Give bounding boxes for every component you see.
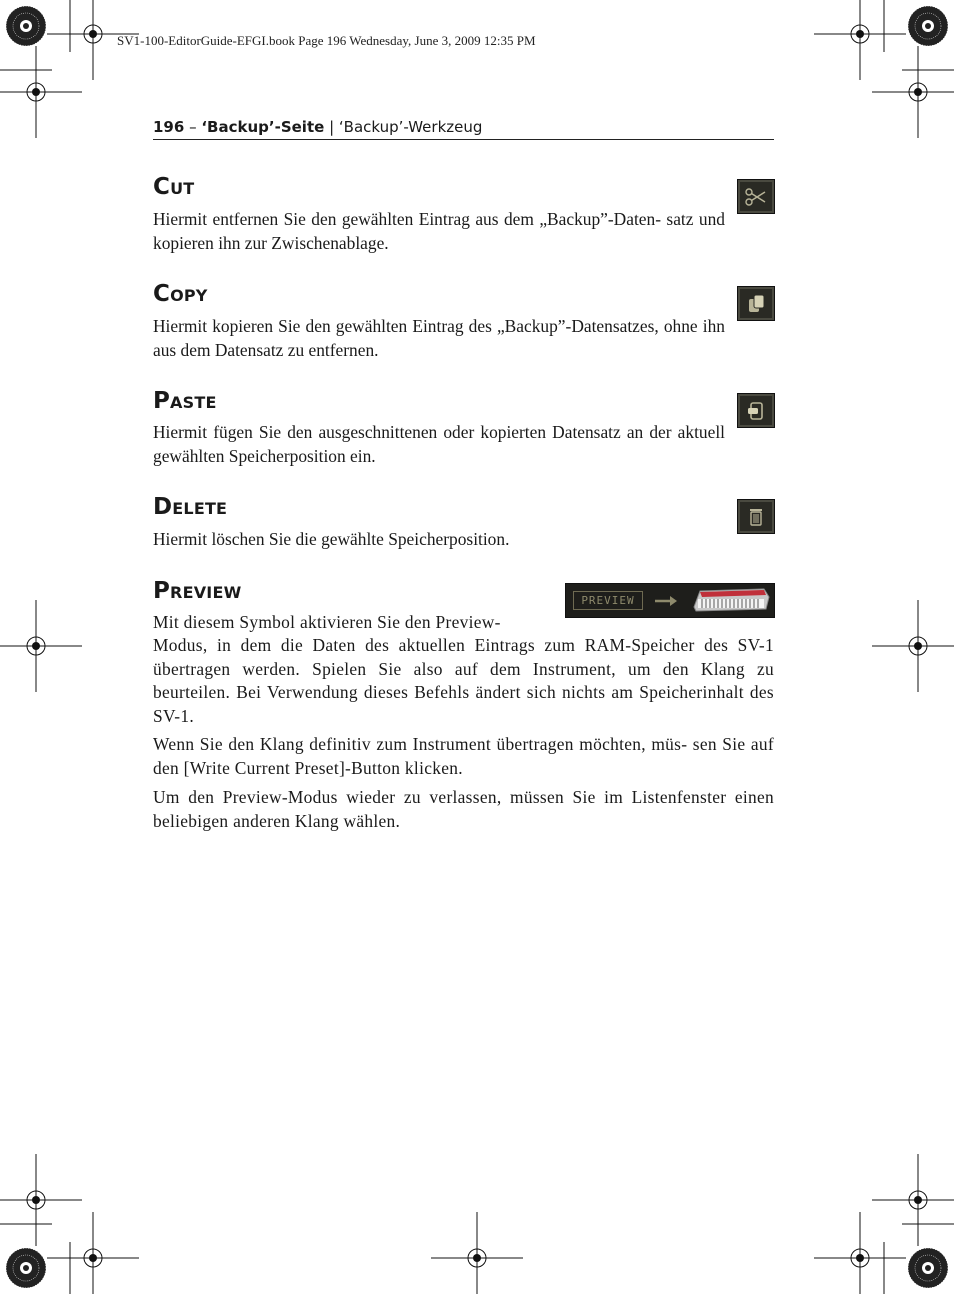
scissors-icon [743,185,769,209]
paste-icon [743,399,769,423]
section-title-delete: Delete [153,494,228,520]
paste-button [737,393,775,428]
delete-description: Hiermit löschen Sie die gewählte Speicherposition. [153,529,510,549]
preview-description-lead: Mit diesem Symbol aktivieren Sie den Preview- [153,612,501,632]
running-header [153,118,774,140]
section-title-cut: Cut [153,174,195,200]
print-slug: SV1-100-EditorGuide-EFGI.book Page 196 Wednesday, June 3, 2009 12:35 PM [117,33,536,48]
section-title-preview: Preview [153,578,242,604]
delete-button [737,499,775,534]
arrow-right-icon [654,594,678,608]
trash-icon [743,505,769,529]
preview-button-graphic [565,583,775,618]
preview-write-note: Wenn Sie den Klang definitiv zum Instrument übertragen möchten, müs- sen Sie auf den [Write Current Preset]-Button klicken. [153,734,774,778]
preview-description: Modus, in dem die Daten des aktuellen Eintrags zum RAM-Speicher des SV-1 übertragen werden. Spielen Sie also auf dem Instrument, um den Klang zu beurteilen. Bei Verwendung dieses Befehls ändert sich nichts am Speicherinhalt des SV-1. [153,635,774,726]
section-title-copy: Copy [153,281,208,307]
header-subsection: ‘Backup’-Werkzeug [338,118,483,136]
header-section: ‘Backup’-Seite [201,118,325,136]
cut-description: Hiermit entfernen Sie den gewählten Eintrag aus dem „Backup”-Daten- satz und kopieren ihn zur Zwischenablage. [153,209,725,253]
keyboard-icon [690,587,770,613]
section-title-paste: Paste [153,388,217,414]
header-separator: | [324,118,339,136]
copy-icon [743,292,769,316]
paste-description: Hiermit fügen Sie den ausgeschnittenen oder kopierten Datensatz an der aktuell gewählten Speicherposition ein. [153,422,725,466]
copy-button [737,286,775,321]
header-dash: – [184,118,202,136]
cut-button [737,179,775,214]
preview-exit-note: Um den Preview-Modus wieder zu verlassen, müssen Sie im Listenfenster einen beliebigen anderen Klang wählen. [153,787,774,831]
preview-label: PREVIEW [573,591,643,610]
copy-description: Hiermit kopieren Sie den gewählten Eintrag des „Backup”-Datensatzes, ohne ihn aus dem Datensatz zu entfernen. [153,316,725,360]
page-number: 196 [153,118,185,136]
